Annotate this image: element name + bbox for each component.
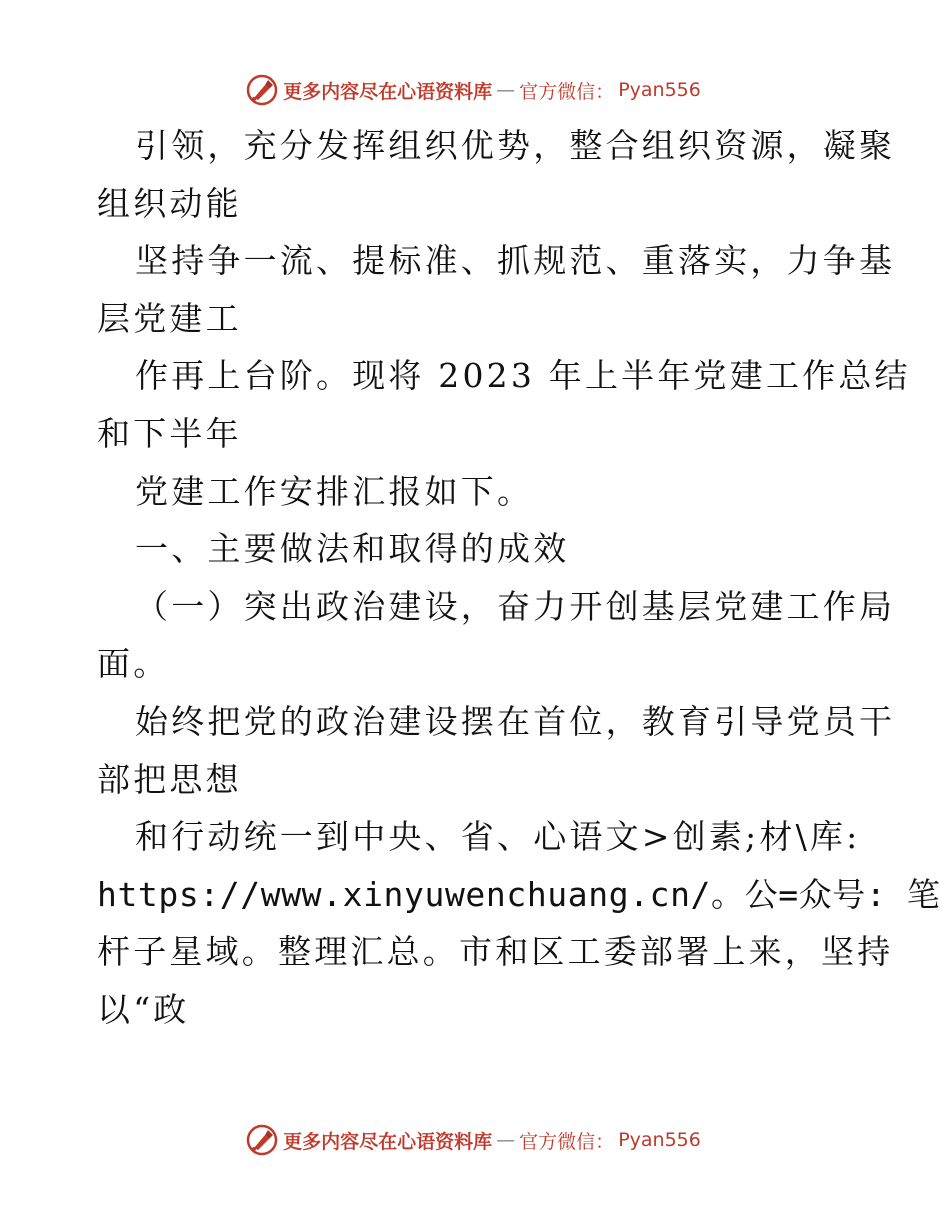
watermark-dash: — (496, 1129, 516, 1151)
text-line: 以“政 (97, 989, 190, 1029)
header-watermark (0, 70, 950, 110)
watermark-wechat-label: 官方微信： (519, 1130, 615, 1153)
text-line: 党建工作安排汇报如下。 (135, 471, 534, 511)
text-line: 和行动统一到中央、省、心语文>创素;材\库: (135, 817, 861, 857)
footer-watermark (0, 1120, 950, 1160)
watermark-dash: — (496, 79, 516, 101)
text-line-url: https://www.xinyuwenchuang.cn/。公=众号: 笔 (97, 874, 941, 914)
text-line: 引领，充分发挥组织优势，整合组织资源，凝聚 (135, 126, 896, 165)
text-line: 作再上台阶。现将 2023 年上半年党建工作总结 (135, 356, 911, 396)
text-line: 杆子星域。整理汇总。市和区工委部署上来，坚持 (97, 932, 894, 972)
subsection-heading: （一）突出政治建设，奋力开创基层党建工作局 (135, 586, 896, 626)
text-line: 坚持争一流、提标准、抓规范、重落实，力争基 (135, 241, 896, 281)
text-line: 层党建工 (97, 298, 242, 338)
document-body (97, 117, 941, 1039)
watermark-text: 更多内容尽在心语资料库 (283, 80, 493, 103)
text-line: 和下半年 (97, 413, 242, 453)
watermark-wechat-label: 官方微信： (519, 80, 615, 103)
text-line: 组织动能 (97, 183, 242, 223)
watermark-wechat-id: Pyan556 (618, 1129, 701, 1151)
pen-nib-logo-icon (245, 73, 279, 107)
watermark-wechat-id: Pyan556 (618, 79, 701, 101)
watermark-text: 更多内容尽在心语资料库 (283, 1130, 493, 1153)
text-line: 面。 (97, 644, 170, 684)
section-heading: 一、主要做法和取得的成效 (135, 529, 570, 569)
text-line: 始终把党的政治建设摆在首位，教育引导党员干 (135, 701, 896, 741)
pen-nib-logo-icon (245, 1123, 279, 1157)
text-line: 部把思想 (97, 759, 242, 799)
